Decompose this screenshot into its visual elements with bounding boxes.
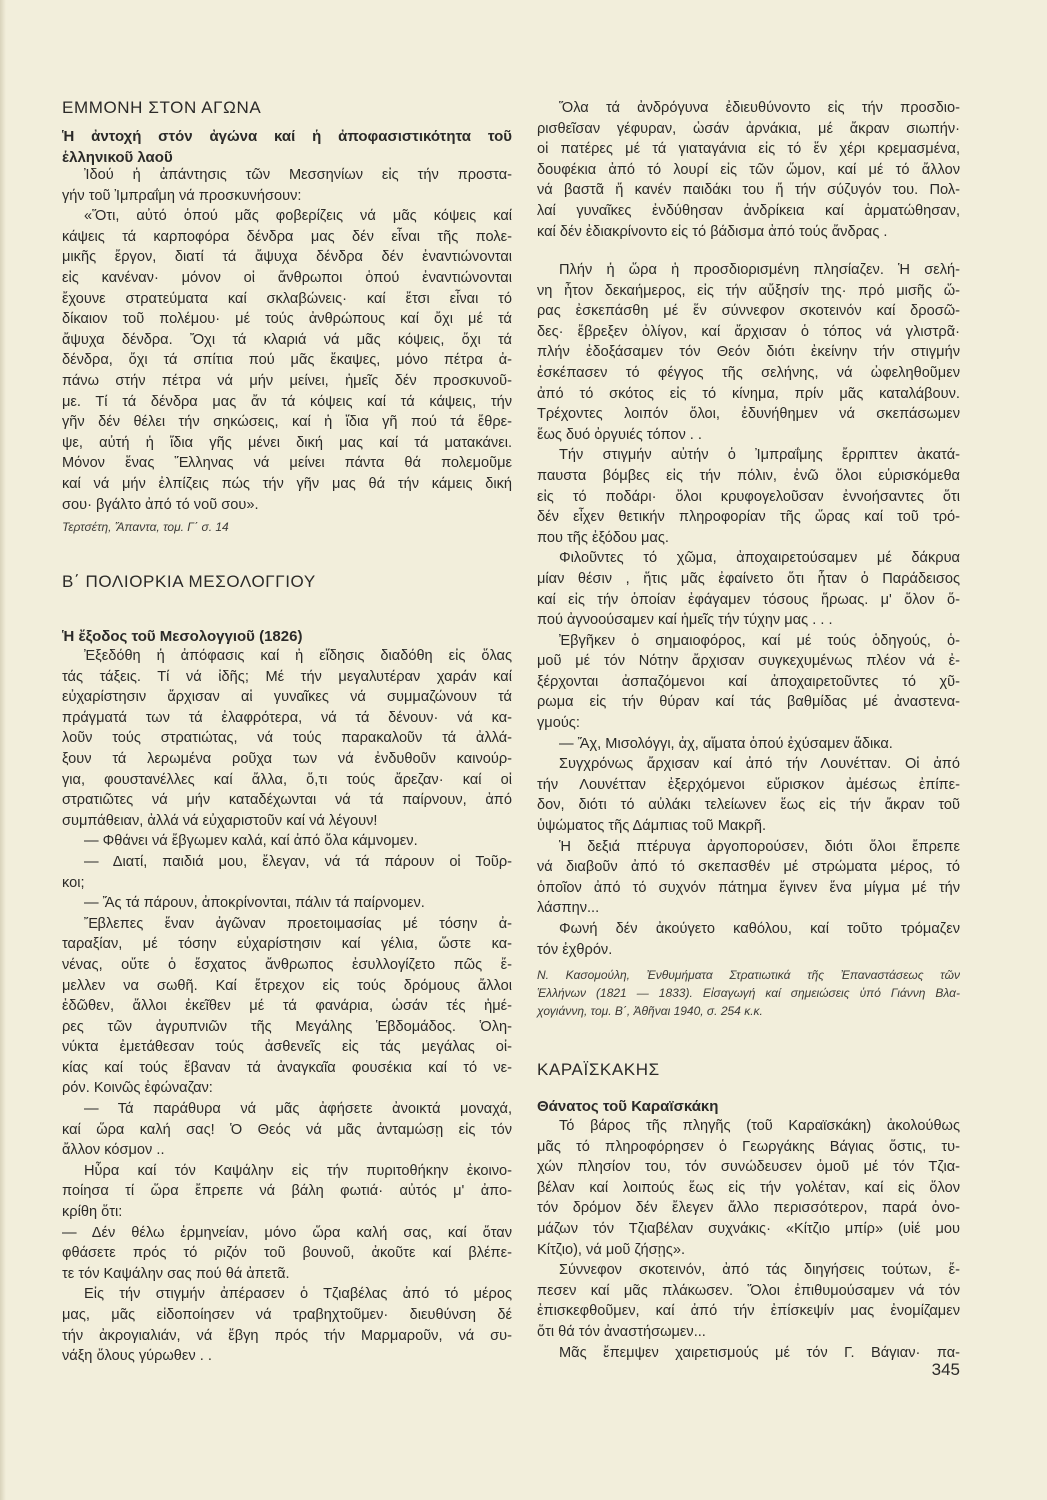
text-line: — Τά παράθυρα νά μᾶς ἀφήσετε ἀνοικτά μοναχά, [84,1101,512,1118]
text-line: Σύννεφον σκοτεινόν, ἀπό τάς διηγήσεις τούτων, ἔ- [559,1262,960,1279]
text-line: που τῆς ἐξόδου μας. [537,529,669,546]
paragraph [62,646,512,831]
text-line: ὅτι θά τόν ἀναστήσωμεν... [537,1323,706,1340]
text-line: «Ὅτι, αὐτό ὁπού μᾶς φοβερίζεις νά μᾶς κόψεις καί [84,208,512,225]
text-line: με. Τί τά δένδρα μας ἄν τά κόψεις καί τά κάψεις, τήν [62,393,512,410]
text-line: τήν Λουνέτταν ἐξερχόμενοι εὕρισκον ἀμέσως ἐπίπε- [537,776,960,793]
section-body-exodos [62,646,512,1367]
text-line: οἱ πατέρες μέ τά γιαταγάνια εἰς τό ἕν χέρι κρεμασμένα, [537,141,960,158]
text-line: εὐχαρίστησιν ἄρχισαν αἱ γυναῖκες νά συμμαζώνουν τά [62,689,512,706]
text-line: νένας, οὔτε ὁ ἔσχατος ἄνθρωπος ἐσυλλογίζετο πῶς ἔ- [62,956,512,973]
text-line: — Φθάνει νά ἔβγωμεν καλά, καί ἀπό ὅλα κάμνομεν. [84,833,418,850]
paragraph [62,914,512,1099]
text-line: ὑψώματος τῆς Δάμπιας τοῦ Μακρῆ. [537,818,767,835]
text-line: δένδρα, ὄχι τά σπίτια πού μᾶς ἔκαψες, μόνο πέτρα ἀ- [62,352,512,369]
text-line: δες· ἔβρεξεν ὀλίγον, καί ἄρχισαν ὁ τόπος νά γλιστρᾶ· [537,323,960,340]
section-body-continuation-2 [537,260,960,960]
text-line: Ἡ δεξιά πτέρυγα ἀργοπορούσεν, διότι ὅλοι ἔπρεπε [559,838,960,855]
text-line: — Ἄς τά πάρουν, ἀποκρίνονται, πάλιν τά παίρνομεν. [84,895,425,912]
text-line: τήν ἀκρογιαλιάν, νά ἔβγη πρός τήν Μαρμαροῦν, νά συ- [62,1327,512,1344]
text-line: ρωμα εἰς τήν θύραν καί τάς βαθμίδας μέ ἀναστενα- [537,694,960,711]
text-line: Τήν στιγμήν αὐτήν ὁ Ἰμπραΐμης ἔρριπτεν ἀκατά- [559,447,960,464]
text-line: Μᾶς ἔπεμψεν χαιρετισμούς μέ τόν Γ. Βάγιαν· πα- [559,1344,960,1361]
text-line: τόν δρόμον δέν ἔλεγεν ἄλλο περισσότερον, παρά ὀνο- [537,1200,960,1217]
text-line: ἄλλον κόσμον .. [62,1142,165,1159]
text-line: χών πλησίον του, τόν συνώδευσεν ὁμοῦ μέ τόν Τζια- [537,1159,960,1176]
text-line: για, φουστανέλλες καί ἄλλα, ὅ,τι τούς ἄρεζαν· καί οἱ [62,771,512,788]
paragraph [62,852,512,893]
text-line: νά βαστᾶ ἤ κανέν παιδάκι του ἤ τήν σύζυγόν του. Πολ- [537,182,960,199]
text-line: νά διαβοῦν ἀπό τό σκεπασθέν μέ στρώματα μέρος, τό [537,859,960,876]
citation-line: Ἑλλήνων (1821 — 1833). Εἰσαγωγή καί σημειώσεις ὑπό Γιάννη Βλα- [537,986,960,1000]
paragraph [62,831,512,852]
subtitle-line: ἑλληνικοῦ λαοῦ [62,148,173,166]
text-line: λοῦν τούς στρατιώτας, νά τούς παρακαλοῦν τά ἀλλά- [62,730,512,747]
paragraph [62,893,512,914]
text-line: ἕως δυό ὀργυιές τόπον . . [537,426,702,443]
text-line: Ἰδού ἡ ἀπάντησις τῶν Μεσσηνίων εἰς τήν προστα- [84,167,512,183]
text-line: εἰς τό ποδάρι· ὅλοι κρυφογελοῦσαν ἐννοήσαντες ὅτι [537,488,960,505]
text-line: Ηὗρα καί τόν Καψάλην εἰς τήν πυριτοθήκην ἐκοινο- [84,1162,512,1179]
text-line: τάς τάξεις. Τί νά ἰδῆς; Μέ τήν μεγαλυτέραν χαράν καί [62,668,512,685]
text-line: — Δέν θέλω ἑρμηνείαν, μόνο ὥρα καλή σας, καί ὅταν [62,1224,512,1241]
paragraph [537,98,960,242]
paragraph [537,445,960,548]
paragraph [537,260,960,445]
text-line: ξέρχονται ἀσπαζόμενοι καί ἀποχαιρετοῦντες τό χῦ- [537,673,960,690]
text-line: πλήν ἐδοξάσαμεν τόν Θεόν διότι ἐκείνην τήν στιγμήν [537,344,960,361]
text-line: δίκαιον τοῦ πολέμου· μέ τούς ἀνθρώπους καί ὄχι μέ τά [62,311,512,328]
text-line: Ἐβγῆκεν ὁ σημαιοφόρος, καί μέ τούς ὁδηγούς, ὁ- [559,632,960,649]
text-line: ταραξίαν, μέ τόσην εὐχαρίστησιν καί γέλια, ὥστε κα- [62,936,512,953]
section-heading-poliorkia: Β΄ ΠΟΛΙΟΡΚΙΑ ΜΕΣΟΛΟΓΓΙΟΥ [62,572,316,591]
text-line: Ἐξεδόθη ἡ ἀπόφασις καί ἡ εἴδησις διαδόθη εἰς ὅλας [84,648,512,664]
text-line: πεσεν καί μᾶς πλάκωσεν. Ὅλοι ἐπιθυμούσαμεν νά τόν [537,1282,960,1299]
text-line: μελλεν να σωθῆ. Καί ἔτρεχον εἰς τούς δρόμους ἄλλοι [62,977,512,994]
section-subtitle-exodos [62,627,512,648]
text-line: τε τόν Καψάλην σας πού θά ἀπετᾶ. [62,1265,290,1282]
text-line: δον, διότι τό αὐλάκι τελείωνεν ἕως εἰς τήν ἄκραν τοῦ [537,797,960,814]
citation-tertseti [62,518,512,536]
paragraph [62,1284,512,1366]
text-line: Τό βάρος τῆς πληγῆς (τοῦ Καραϊσκάκη) ἀκολούθως [559,1118,960,1134]
text-line: μίαν θέσιν , ἥτις μᾶς ἐφαίνετο ὅτι ἦταν ὁ Παράδεισος [537,570,960,587]
text-line: καί δέν ἐδιακρίνοντο εἰς τό βάδισμα ἀπό τούς ἄνδρας . [537,223,888,240]
text-line: ρόν. Κοινῶς ἐφώναζαν: [62,1080,213,1097]
subtitle-line: Θάνατος τοῦ Καραϊσκάκη [537,1098,719,1115]
text-line: ρες τῶν ἀγρυπνιῶν τῆς Μεγάλης Ἑβδομάδος. Ὁλη- [62,1018,512,1035]
scan-page-edge [0,0,6,1500]
text-line: ποίησα τί ὥρα ἔπρεπε νά βάλη φωτιά· αὐτός μ' ἀπο- [62,1183,512,1200]
text-line: λάσπην... [537,900,600,917]
section-subtitle-antoxi [62,127,512,168]
text-line: κίας καί τούς ἔβαναν τά ἀναγκαῖα φουσέκια καί τό νε- [62,1059,512,1076]
text-line: μας, μᾶς εἰδοποίησεν νά τραβηχτοῦμεν· διευθύνση δέ [62,1307,512,1323]
text-line: Κίτζιο), νά μοῦ ζήσῃς». [537,1241,685,1258]
text-line: ἐδῶθεν, ἄλλοι ἐκεῖθεν μέ τά φανάρια, ὡσάν τές ἡμέ- [62,998,512,1015]
text-line: παυστα βόμβες εἰς τήν πόλιν, ἐνῶ ὅλοι εὑρισκόμεθα [537,467,960,484]
section-heading-karaiskakis: ΚΑΡΑΪΣΚΑΚΗΣ [537,1060,660,1079]
text-line: Μόνον ἕνας Ἕλληνας νά μείνει πάντα θά πολεμοῦμε [62,455,512,472]
text-line: καί ὥρα καλή σας! Ὁ Θεός νά μᾶς ἀνταμώσῃ εἰς τόν [62,1121,512,1138]
text-line: ρας ἐσκεπάσθη μέ ἕν σύννεφον σκοτεινόν καί δροσῶ- [537,303,960,320]
paragraph [62,206,512,515]
text-line: ξουν τά λερωμένα ροῦχα των νά ἐνδυθοῦν καινούρ- [62,750,512,767]
text-line: Ὅλα τά ἀνδρόγυνα ἐδιευθύνοντο εἰς τήν προσδιο- [559,100,960,116]
text-line: ψε, αὐτή ἡ ἴδια γῆς μένει δική μας καί τά ματακάνει. [62,434,512,451]
text-line: κρίθη ὅτι: [62,1204,123,1221]
text-line: — Ἄχ, Μισολόγγι, ἀχ, αἵματα ὁπού ἐχύσαμεν ἄδικα. [559,735,893,752]
text-line: ἀπό τό σκότος εἰς τό κίνημα, πρίν μᾶς καταλάβουν. [537,385,960,402]
paragraph [537,754,960,836]
paragraph [62,165,512,206]
paragraph [537,734,960,755]
text-line: πάνω στήν πέτρα νά μήν μείνει, ἡμεῖς δέν προσκυνοῦ- [62,372,512,389]
text-line: καί εἰς τήν ὁποίαν ἐφάγαμεν τόσους ἥρωας. μ' ὅλον ὅ- [537,591,960,608]
text-line: τόν ἐχθρόν. [537,941,613,958]
text-line: ἐπισκεφθοῦμεν, καί ἀπό τήν ἐπίσκεψίν μας ἐνομίζαμεν [537,1303,960,1320]
text-line: — Διατί, παιδιά μου, ἔλεγαν, νά τά πάρουν οἱ Τοῦρ- [84,853,512,870]
section-body-karaiskakis [537,1116,960,1363]
paragraph [537,631,960,734]
text-line: λαί γυναῖκες ἐνδύθησαν ἀνδρίκεια καί ἁρματώθησαν, [537,202,960,219]
text-line: πράγματά των τά ἐλαφρότερα, νά τά δένουν· νά κα- [62,709,512,726]
citation-line: χογιάννη, τομ. Β΄, Ἀθῆναι 1940, σ. 254 κ.κ. [537,1004,763,1018]
text-line: νύκτα ἐμετάθεσαν τούς ἀσθενεῖς εἰς τάς μεγάλας οἰ- [62,1039,512,1056]
paragraph [537,919,960,960]
text-line: κάψεις τά καρποφόρα δένδρα μας δέν εἶναι τῆς πολε- [62,228,512,245]
subtitle-line: Ἡ ἀντοχή στόν ἀγώνα καί ἡ ἀποφασιστικότητα τοῦ [62,128,512,145]
paragraph [537,1343,960,1364]
section-subtitle-thanatos [537,1097,960,1118]
text-line: ἐσκέπασεν τό φέγγος τῆς σελήνης, νά ὠφεληθοῦμεν [537,364,960,381]
text-line: γήν τοῦ Ἰμπραΐμη νά προσκυνήσουν: [62,187,302,204]
text-line: συμπάθειαν, ἀλλά νά εὐχαριστοῦν καί νά λέγουν! [62,812,378,829]
text-line: μοῦ μέ τόν Νότην ἄρχισαν συγκεχυμένως πλέον νά ἐ- [537,653,960,670]
text-line: ἔχουνε στρατεύματα καί σκλαβώνεις· καί ἔτσι εἶναι τό [62,290,512,307]
text-line: Τρέχοντες λοιπόν ὅλοι, ἐδυνήθημεν νά σκεπάσωμεν [537,406,960,423]
text-line: μᾶς τό πληροφόρησεν ὁ Γεωργάκης Βάγιας ὅστις, τυ- [537,1138,960,1155]
subtitle-line: Ἡ ἔξοδος τοῦ Μεσολογγιοῦ (1826) [62,628,303,645]
text-line: εἰς κανέναν· μόνον οἱ ἄνθρωποι ὁπού ἐναντιώνονται [62,269,512,286]
paragraph [537,548,960,630]
text-line: Εἰς τήν στιγμήν ἀπέρασεν ὁ Τζιαβέλας ἀπό τό μέρος [84,1286,512,1303]
paragraph [537,1260,960,1342]
paragraph [62,1099,512,1161]
section-heading-emmoni: ΕΜΜΟΝΗ ΣΤΟΝ ΑΓΩΝΑ [62,98,262,117]
text-line: γῆν δέν θέλει τήν σηκώσεις, καί ἡ ἴδια γῆ πού τά ἔθρε- [62,414,512,431]
text-line: δουφέκια ἀπό τό λουρί εἰς τῶν ὤμον, καί μέ τό ἄλλον [537,161,960,178]
paragraph [537,837,960,919]
text-line: κοι; [62,874,85,891]
text-line: καί νά μήν ἐλπίζεις πώς τήν γῆν μας θά τήν κάμεις δική [62,475,512,492]
citation-kasomouli [537,966,960,1020]
citation-line: Τερτσέτη, Ἅπαντα, τομ. Γ΄ σ. 14 [62,520,229,534]
text-line: βέλαν καί λοιπούς ἕως εἰς τήν γολέταν, καί εἰς ὅλον [537,1179,960,1196]
text-line: ἄψυχα δένδρα. Ὄχι τά κλαριά νά μᾶς κόψεις, ὄχι τά [62,331,512,348]
text-line: Φιλοῦντες τό χῶμα, ἀποχαιρετούσαμεν μέ δάκρυα [559,550,960,567]
text-line: ὁποῖον ἀπό τό συχνόν πάτημα ἔγινεν ἕνα μίγμα μέ τήν [537,879,960,896]
text-line: φθάσετε πρός τό ριζόν τοῦ βουνοῦ, ἀκοῦτε καί βλέπε- [62,1245,512,1262]
text-line: Συγχρόνως ἄρχισαν καί ἀπό τήν Λουνέτταν. Οἱ ἀπό [559,756,960,773]
paragraph [537,1116,960,1260]
page-number: 345 [931,1360,960,1379]
text-line: Φωνή δέν ἀκούγετο καθόλου, καί τοῦτο τρόμαζεν [559,921,960,937]
text-line: ρισθεῖσαν γέφυραν, ὡσάν ἀρνάκια, μέ ἄκραν σιωπήν· [537,120,960,137]
text-line: Ἔβλεπες ἕναν ἀγῶναν προετοιμασίας μέ τόσην ἀ- [84,915,512,932]
paragraph [62,1161,512,1223]
text-line: μικῆς ἔργον, διατί τά ἄψυχα δένδρα δέν ἐναντιώνονται [62,249,512,266]
text-line: μάζων τόν Τζιαβέλαν συχνάκις· «Κίτζιο μπίρ» (υἱέ μου [537,1220,960,1237]
text-line: Πλήν ἡ ὥρα ἡ προσδιορισμένη πλησίαζεν. Ἡ σελή- [559,262,960,278]
text-line: γμούς: [537,715,580,732]
citation-line: Ν. Κασομούλη, Ἐνθυμήματα Στρατιωτικά τῆς Ἐπαναστάσεως τῶν [537,968,960,982]
text-line: σου· βγάλτο ἀπό τό νοῦ σου». [62,496,259,513]
text-line: νάξη ὅλους γύρωθεν . . [62,1348,212,1365]
paragraph [62,1223,512,1285]
section-body-continuation [537,98,960,242]
text-line: δέν εἶχεν θετικήν πληροφορίαν τῆς ὥρας καί τοῦ τρό- [537,509,960,526]
text-line: στρατιῶτες νά μήν καταδέχωνται νά τά παίρνουν, ἀπό [62,792,512,809]
section-body-emmoni [62,165,512,515]
text-line: νη ἦτον δεκαήμερος, εἰς τήν αὔξησίν της· πρό μισῆς ὥ- [537,282,960,299]
text-line: πού ἀγνοούσαμεν καί ἡμεῖς τήν τύχην μας . . . [537,612,833,629]
